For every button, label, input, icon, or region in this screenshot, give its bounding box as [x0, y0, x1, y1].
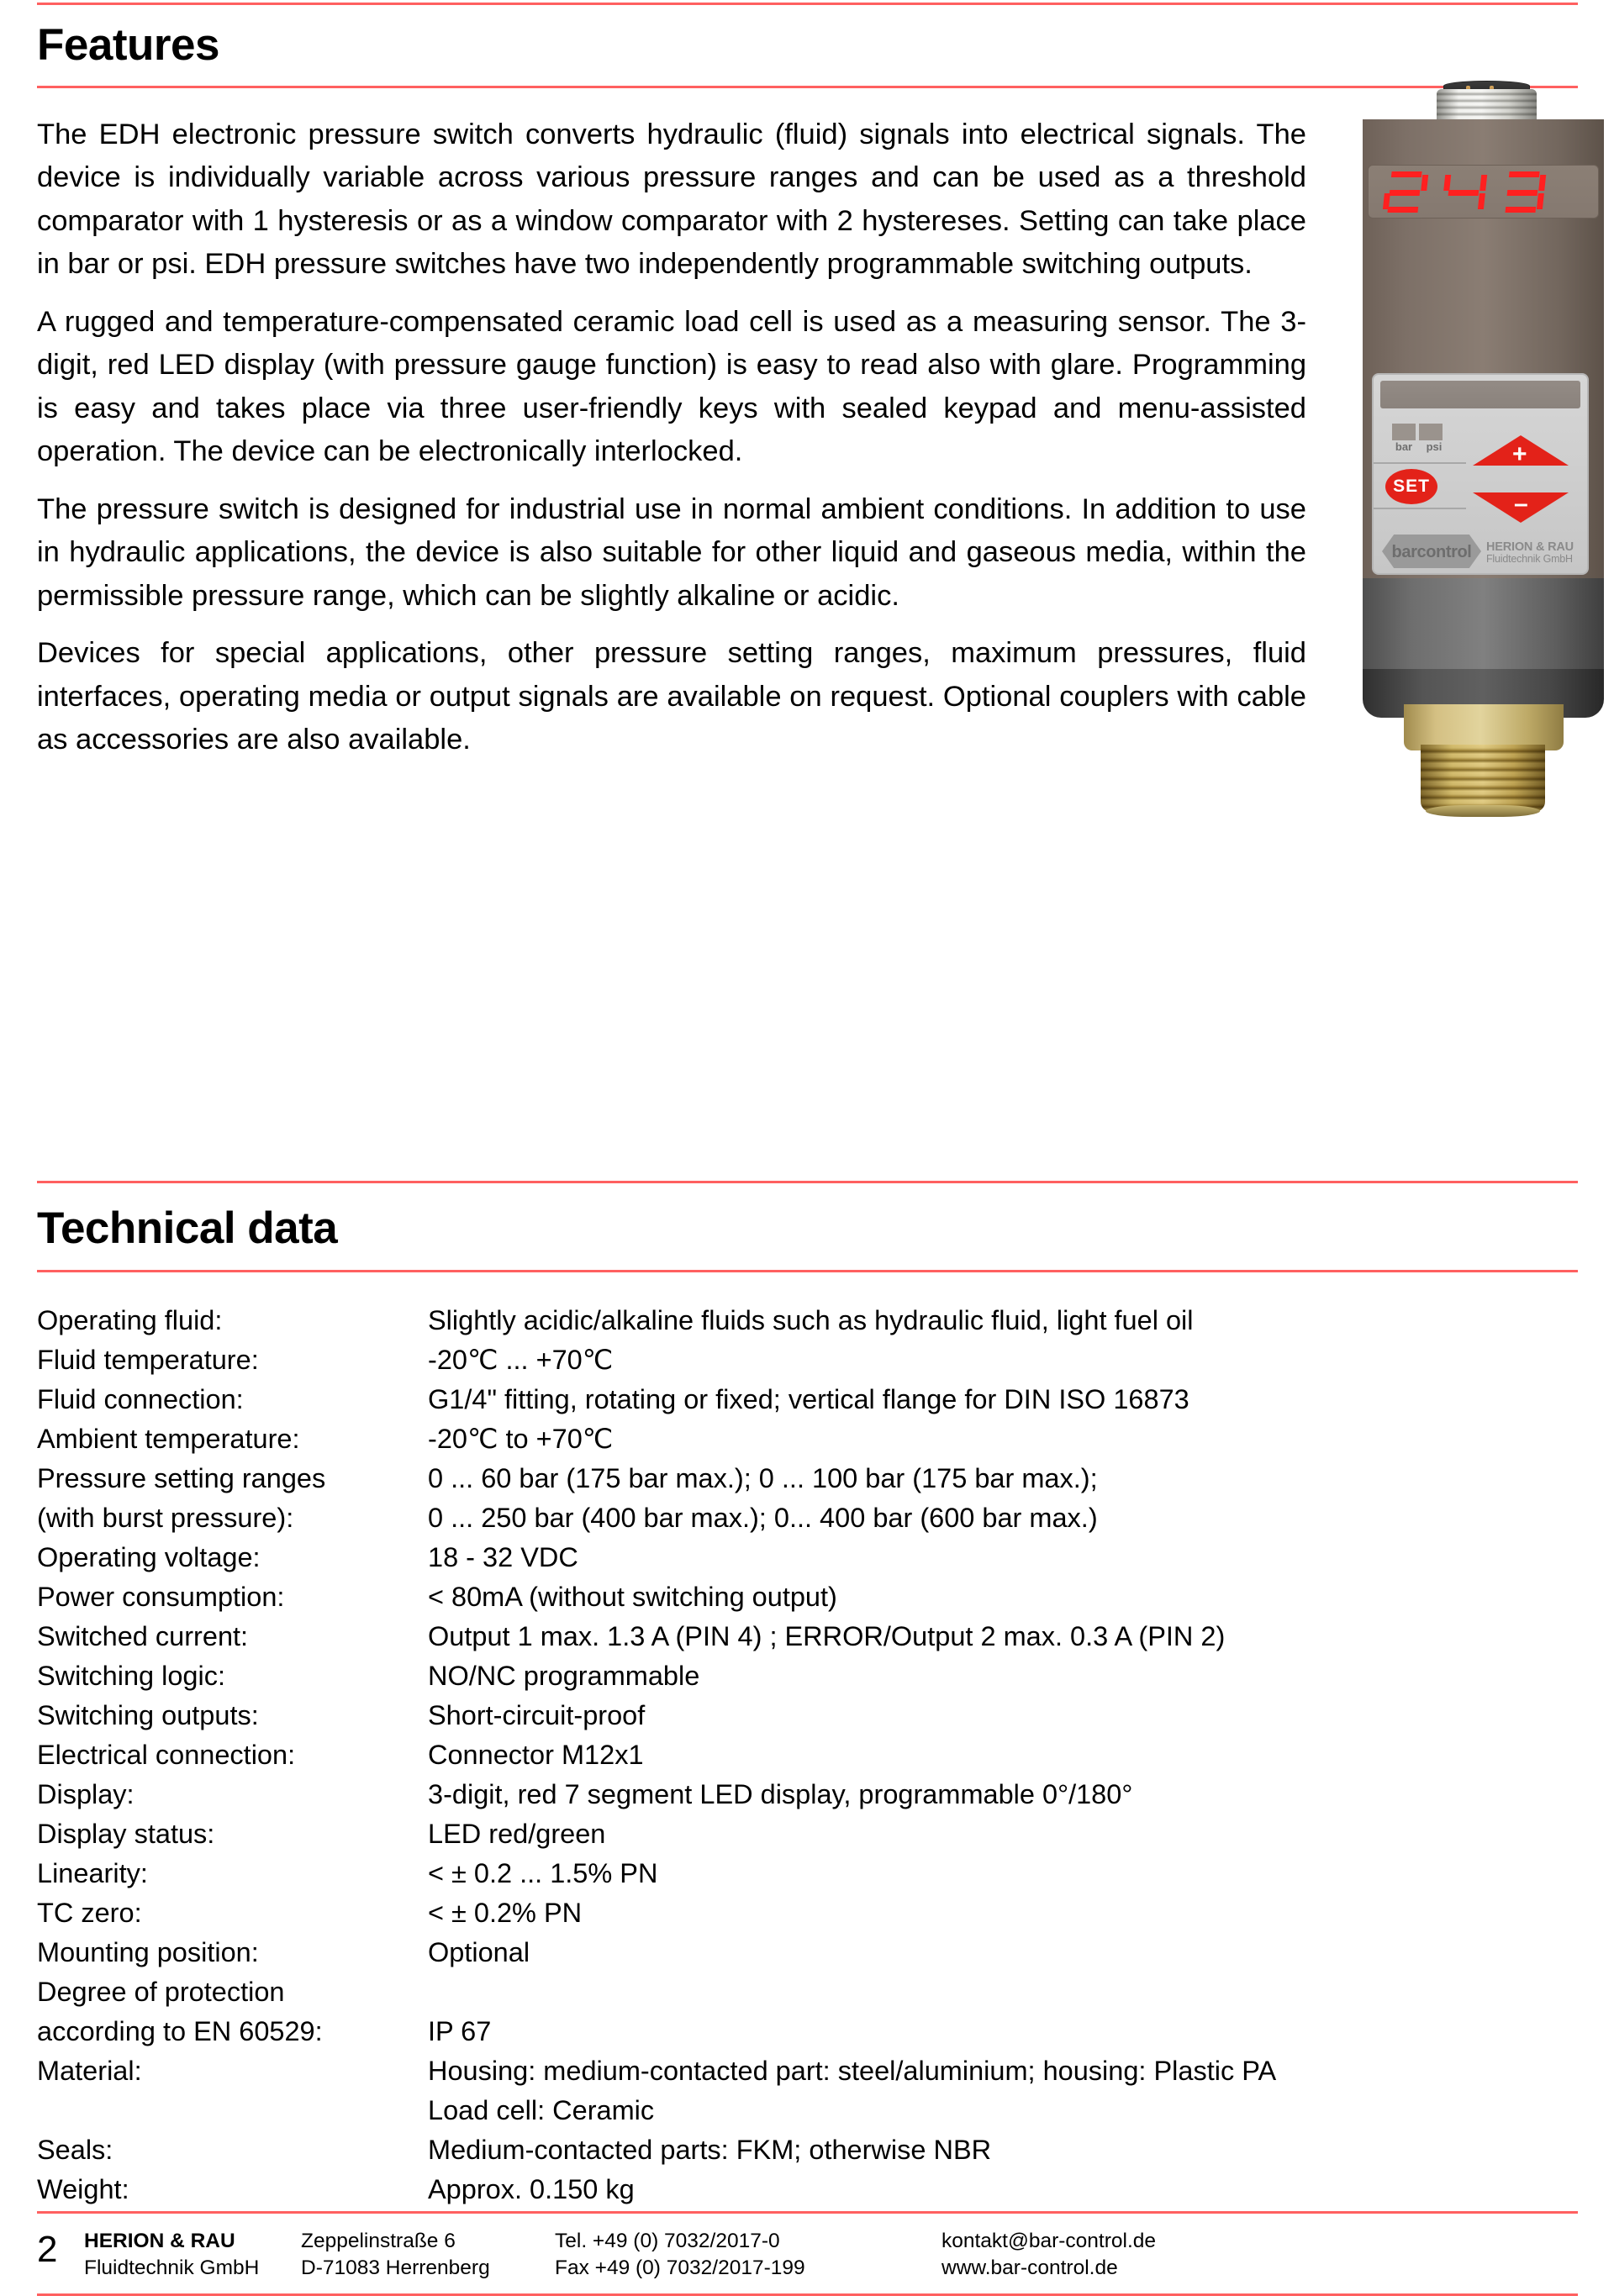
technical-data-value: < ± 0.2 ... 1.5% PN: [428, 1858, 658, 1889]
technical-data-label: Switching outputs:: [37, 1700, 259, 1731]
footer-website[interactable]: www.bar-control.de: [942, 2257, 1118, 2279]
technical-data-value: 18 - 32 VDC: [428, 1542, 578, 1573]
technical-data-label: Ambient temperature:: [37, 1424, 300, 1455]
features-section: [37, 0, 1577, 762]
technical-data-value: 0 ... 60 bar (175 bar max.); 0 ... 100 bar (175 bar max.);: [428, 1463, 1098, 1494]
keypad-divider: [1374, 508, 1466, 509]
brass-hex-fitting: [1404, 704, 1564, 750]
technical-data-value: 3-digit, red 7 segment LED display, programmable 0°/180°: [428, 1779, 1133, 1810]
technical-data-row: [37, 2012, 1577, 2051]
technical-data-row: [37, 2091, 1577, 2130]
product-image-pressure-switch: [1360, 81, 1612, 929]
technical-data-row: [37, 1933, 1577, 1972]
technical-data-value: Medium-contacted parts: FKM; otherwise NBR: [428, 2135, 992, 2166]
technical-data-value: NO/NC programmable: [428, 1661, 700, 1692]
technical-data-value: Short-circuit-proof: [428, 1700, 646, 1731]
footer-email[interactable]: kontakt@bar-control.de: [942, 2230, 1157, 2252]
technical-data-label: Pressure setting ranges: [37, 1463, 326, 1494]
technical-data-label: Switching logic:: [37, 1661, 225, 1692]
technical-data-value: -20℃ ... +70℃: [428, 1345, 614, 1376]
technical-data-section: [37, 1181, 1577, 2210]
set-button[interactable]: SET: [1385, 469, 1437, 504]
brass-thread-tip: [1426, 805, 1540, 817]
increment-button[interactable]: [1473, 435, 1569, 466]
footer-contact: [942, 2228, 1156, 2282]
features-heading: Features: [37, 20, 219, 70]
technical-data-row: [37, 2170, 1577, 2209]
technical-data-row: [37, 1340, 1577, 1380]
psi-led-icon: [1419, 424, 1443, 440]
technical-data-row: [37, 1735, 1577, 1775]
housing-upper: [1363, 119, 1604, 370]
technical-data-row: [37, 1577, 1577, 1617]
manufacturer-line-1: HERION & RAU: [1486, 540, 1574, 554]
housing-lower: [1363, 578, 1604, 683]
footer-address-line-2: D-71083 Herrenberg: [301, 2257, 490, 2279]
manufacturer-label: [1486, 540, 1584, 565]
technical-data-value: -20℃ to +70℃: [428, 1424, 614, 1455]
brand-name: barcontrol: [1391, 543, 1472, 561]
technical-data-label: TC zero:: [37, 1898, 142, 1929]
technical-data-row: [37, 1696, 1577, 1735]
decrement-button[interactable]: [1473, 492, 1569, 523]
technical-data-value: 0 ... 250 bar (400 bar max.); 0... 400 bar (600 bar max.): [428, 1503, 1098, 1534]
technical-data-value: LED red/green: [428, 1819, 606, 1850]
technical-data-row: [37, 1419, 1577, 1459]
technical-data-label: Power consumption:: [37, 1582, 285, 1613]
unit-labels: [1392, 440, 1451, 453]
technical-data-row: [37, 1617, 1577, 1656]
keypad-branding: [1382, 535, 1584, 568]
technical-data-row: [37, 1854, 1577, 1893]
bar-led-icon: [1392, 424, 1416, 440]
footer-fax: Fax +49 (0) 7032/2017-199: [555, 2257, 805, 2279]
technical-data-row: [37, 1459, 1577, 1498]
technical-data-row: [37, 1972, 1577, 2012]
technical-data-row: [37, 1656, 1577, 1696]
brass-thread-g14: [1421, 745, 1545, 812]
technical-data-value: < ± 0.2% PN: [428, 1898, 583, 1929]
technical-data-row: [37, 1893, 1577, 1933]
unit-label-psi: psi: [1426, 440, 1443, 453]
technical-data-value: G1/4" fitting, rotating or fixed; vertical flange for DIN ISO 16873: [428, 1384, 1189, 1415]
features-body: [37, 88, 1306, 762]
technical-data-value: IP 67: [428, 2016, 492, 2047]
features-paragraph: The pressure switch is designed for industrial use in normal ambient conditions. In addition to use in hydraulic applications, the device is also suitable for other liquid and gaseous media, within the permissible pressure range, which can be slightly alkaline or acidic.: [37, 492, 1306, 612]
technical-data-label: Degree of protection: [37, 1977, 285, 2008]
technical-data-heading: Technical data: [37, 1203, 338, 1253]
keypad: [1372, 373, 1589, 575]
technical-rule-bottom: [37, 1270, 1578, 1272]
technical-data-label: Electrical connection:: [37, 1740, 296, 1771]
technical-data-value: Housing: medium-contacted part: steel/aluminium; housing: Plastic PA: [428, 2056, 1277, 2087]
led-display-panel: [1368, 165, 1599, 219]
technical-data-value: < 80mA (without switching output): [428, 1582, 837, 1613]
technical-data-label: Seals:: [37, 2135, 113, 2166]
technical-data-row: [37, 2051, 1577, 2091]
technical-data-value: [428, 1972, 1577, 2012]
technical-data-label: [37, 2091, 428, 2130]
technical-data-label: Linearity:: [37, 1858, 148, 1889]
unit-led-indicators: [1392, 424, 1443, 440]
technical-data-value: Connector M12x1: [428, 1740, 644, 1771]
technical-data-label: according to EN 60529:: [37, 2016, 323, 2047]
footer-phone: [555, 2228, 942, 2282]
features-paragraph: The EDH electronic pressure switch converts hydraulic (fluid) signals into electrical signals. The device is individually variable across various pressure ranges and can be used as a threshold comparator with 1 hysteresis or as a window comparator with 2 hystereses. Setting can take place in bar or psi. EDH pressure switches have two independently programmable switching outputs.: [37, 118, 1306, 281]
digit-1: [1381, 171, 1429, 213]
footer-company-line-2: Fluidtechnik GmbH: [84, 2257, 260, 2279]
digit-3: [1499, 171, 1547, 213]
technical-data-value: Load cell: Ceramic: [428, 2095, 655, 2126]
page-footer: [37, 2211, 1578, 2296]
technical-data-label: Fluid temperature:: [37, 1345, 259, 1376]
technical-data-label: Mounting position:: [37, 1937, 259, 1968]
technical-data-row: [37, 1538, 1577, 1577]
technical-data-table: [37, 1301, 1577, 2209]
technical-data-label: (with burst pressure):: [37, 1503, 294, 1534]
technical-data-label: Display:: [37, 1779, 134, 1810]
technical-data-row: [37, 1775, 1577, 1814]
technical-data-value: Optional: [428, 1937, 530, 1968]
keypad-divider: [1374, 462, 1466, 464]
technical-data-value: Slightly acidic/alkaline fluids such as hydraulic fluid, light fuel oil: [428, 1305, 1194, 1336]
footer-telephone: Tel. +49 (0) 7032/2017-0: [555, 2230, 780, 2252]
footer-address-line-1: Zeppelinstraße 6: [301, 2230, 456, 2252]
page-number: 2: [37, 2229, 58, 2270]
technical-data-row: [37, 1498, 1577, 1538]
technical-data-label: Display status:: [37, 1819, 215, 1850]
technical-data-label: Operating voltage:: [37, 1542, 261, 1573]
plus-label: +: [1512, 440, 1527, 468]
keypad-window: [1380, 381, 1580, 408]
seven-segment-display: [1384, 171, 1585, 214]
technical-data-label: Fluid connection:: [37, 1384, 244, 1415]
technical-data-label: Switched current:: [37, 1621, 249, 1652]
technical-data-row: [37, 1380, 1577, 1419]
technical-data-value: Approx. 0.150 kg: [428, 2174, 635, 2205]
technical-data-label: Weight:: [37, 2174, 129, 2205]
technical-data-row: [37, 1814, 1577, 1854]
technical-data-label: Operating fluid:: [37, 1305, 223, 1336]
features-paragraph: A rugged and temperature-compensated ceramic load cell is used as a measuring sensor. The 3-digit, red LED display (with pressure gauge function) is easy to read also with glare. Programming is easy and takes place via three user-friendly keys with sealed keypad and menu-assisted operation. The device can be electronically interlocked.: [37, 305, 1306, 468]
technical-data-row: [37, 2130, 1577, 2170]
features-paragraph: Devices for special applications, other pressure setting ranges, maximum pressures, fluid interfaces, operating media or output signals are available on request. Optional couplers with cable as accessories are also available.: [37, 637, 1306, 756]
unit-label-bar: bar: [1395, 440, 1413, 453]
technical-data-label: Material:: [37, 2056, 142, 2087]
technical-data-row: [37, 1301, 1577, 1340]
footer-company-line-1: HERION & RAU: [84, 2230, 235, 2252]
footer-company: [84, 2228, 301, 2282]
digit-2: [1440, 171, 1488, 213]
footer-address: [301, 2228, 555, 2282]
technical-data-value: Output 1 max. 1.3 A (PIN 4) ; ERROR/Output 2 max. 0.3 A (PIN 2): [428, 1621, 1226, 1652]
manufacturer-line-2: Fluidtechnik GmbH: [1486, 553, 1573, 565]
minus-label: –: [1514, 490, 1528, 518]
